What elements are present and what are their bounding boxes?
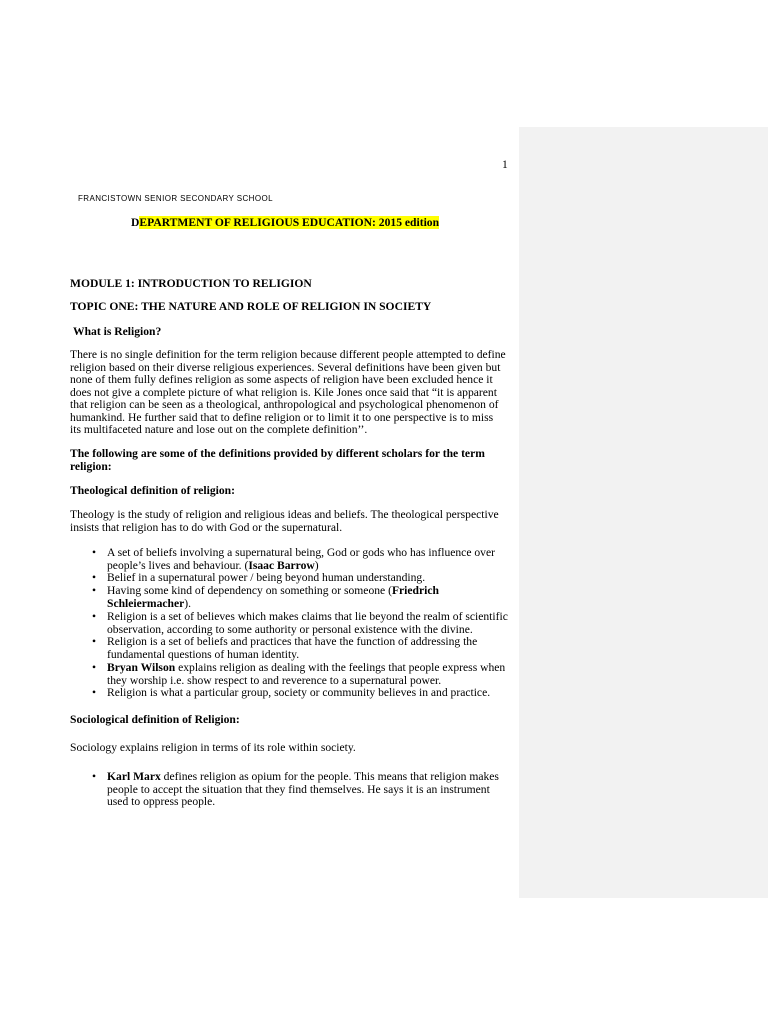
paragraph-line: its multifaceted nature and lose out on the complete definition’’.	[70, 423, 368, 436]
paragraph-line: There is no single definition for the term religion because different people attempted to define	[70, 348, 506, 361]
list-item-text-segment: ).	[184, 596, 192, 610]
paragraph-line: none of them fully defines religion as some aspects of religion have been excluded hence it	[70, 373, 493, 386]
scholar-name: Bryan Wilson	[107, 661, 176, 674]
department-title-highlighted: EPARTMENT OF RELIGIOUS EDUCATION: 2015 edition	[139, 216, 440, 229]
paragraph-line: religion:	[70, 459, 112, 473]
bullet-icon: •	[92, 610, 97, 623]
list-item-text	[107, 585, 439, 610]
paragraph-line: humankind. He further said that to define religion or to limit it to one perspective is to miss	[70, 410, 494, 424]
list-item-text	[107, 572, 425, 585]
bullet-icon: •	[92, 546, 97, 559]
list-item-line: observation, according to some authority or personal existence with the divine.	[107, 622, 473, 636]
school-name: FRANCISTOWN SENIOR SECONDARY SCHOOL	[78, 194, 273, 203]
scholar-name: Friedrich	[391, 584, 439, 597]
department-title-lead: D	[131, 216, 140, 229]
scholar-name: Karl Marx	[107, 770, 161, 783]
list-item-text-segment: defines religion as opium for the people. This means that religion makes	[160, 770, 499, 783]
list-item-line: Belief in a supernatural power / being beyond human understanding.	[107, 571, 426, 584]
bullet-icon: •	[92, 571, 97, 584]
list-item-line: Religion is what a particular group, society or community believes in and practice.	[107, 686, 491, 699]
list-item-text-segment: Having some kind of dependency on something or someone (	[107, 584, 392, 597]
theological-heading: Theological definition of religion:	[70, 484, 235, 497]
list-item-line: they worship i.e. show respect to and reverence to a supernatural power.	[107, 673, 442, 687]
paragraph-line: Theology is the study of religion and religious ideas and beliefs. The theological perspective	[70, 508, 499, 521]
paragraph-line: insists that religion has to do with God or the supernatural.	[70, 520, 343, 534]
bullet-icon: •	[92, 635, 97, 648]
list-item-text-segment: )	[314, 558, 319, 572]
sociology-paragraph	[70, 742, 356, 755]
intro-paragraph	[70, 349, 506, 437]
paragraph-line: religion based on their diverse religious experiences. Several definitions have been given but	[70, 360, 501, 374]
list-item-line: fundamental questions of human identity.	[107, 647, 300, 661]
list-item-line: A set of beliefs involving a supernatural being, God or gods who has influence over	[107, 546, 495, 559]
list-item-text	[107, 611, 508, 636]
paragraph-line: The following are some of the definitions provided by different scholars for the term	[70, 447, 485, 460]
list-item-line: Religion is a set of believes which makes claims that lie beyond the realm of scientific	[107, 610, 508, 623]
theology-paragraph	[70, 509, 499, 534]
paragraph-line: Sociology explains religion in terms of its role within society.	[70, 741, 356, 754]
topic-title: TOPIC ONE: THE NATURE AND ROLE OF RELIGION IN SOCIETY	[70, 300, 432, 313]
list-item-text	[107, 662, 505, 687]
sociological-heading: Sociological definition of Religion:	[70, 713, 240, 726]
scholars-intro	[70, 448, 485, 473]
paragraph-line: does not give a complete picture of what religion is. Kile Jones once said that “it is apparent	[70, 385, 497, 399]
module-title: MODULE 1: INTRODUCTION TO RELIGION	[70, 277, 312, 290]
list-item-line	[107, 598, 439, 611]
list-item-line: Religion is a set of beliefs and practices that have the function of addressing the	[107, 635, 478, 648]
comment-margin-pane	[519, 127, 768, 898]
bullet-icon: •	[92, 686, 97, 699]
list-item-line: used to oppress people.	[107, 795, 216, 808]
list-item-line	[107, 771, 499, 784]
scholar-name: Isaac Barrow	[248, 558, 315, 572]
page-number: 1	[502, 158, 508, 171]
scholar-name: Schleiermacher	[107, 596, 185, 610]
list-item-text	[107, 636, 477, 661]
paragraph-line: that religion can be seen as a theological, anthropological and psychological phenomenon of	[70, 398, 499, 411]
bullet-icon: •	[92, 584, 97, 597]
list-item-text	[107, 687, 490, 700]
list-item-text-segment: people’s lives and behaviour. (	[107, 558, 249, 572]
list-item-line: people to accept the situation that they find themselves. He says it is an instrument	[107, 782, 490, 796]
list-item-text	[107, 771, 499, 809]
list-item-text	[107, 547, 495, 572]
bullet-icon: •	[92, 661, 97, 674]
department-title	[131, 216, 439, 229]
list-item-line	[107, 662, 505, 675]
bullet-icon: •	[92, 770, 97, 783]
list-item-text-segment: explains religion as dealing with the feelings that people express when	[175, 661, 506, 674]
question-heading: What is Religion?	[73, 325, 162, 338]
